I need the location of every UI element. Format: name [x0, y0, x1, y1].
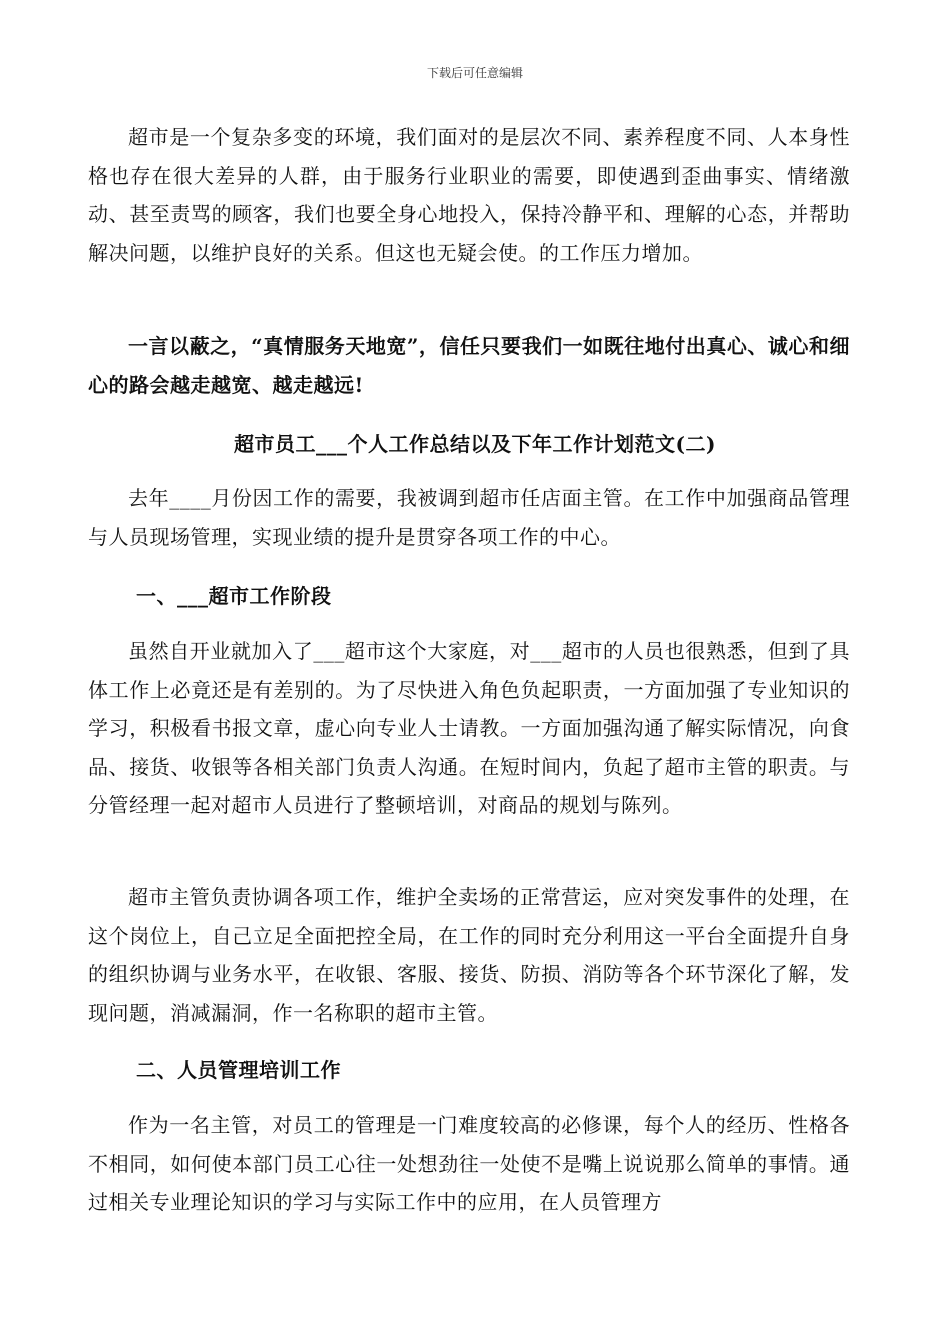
paragraph-6 [88, 1106, 850, 1222]
paragraph-3 [88, 479, 850, 556]
paragraph-3-text: 去年____月份因工作的需要，我被调到超市任店面主管。在工作中加强商品管理与人员现场管理，实现业绩的提升是贯穿各项工作的中心。 [88, 486, 850, 549]
paragraph-4 [88, 632, 850, 825]
paragraph-6-text: 作为一名主管，对员工的管理是一门难度较高的必修课，每个人的经历、性格各不相同，如何使本部门员工心往一处想劲往一处使不是嘴上说说那么简单的事情。通过相关专业理论知识的学习与实际工作中的应用，在人员管理方 [88, 1113, 850, 1214]
paragraph-1-text: 超市是一个复杂多变的环境，我们面对的是层次不同、素养程度不同、人本身性格也存在很大差异的人群，由于服务行业职业的需要，即使遇到歪曲事实、情绪激动、甚至责骂的顾客，我们也要全身心地投入，保持冷静平和、理解的心态，并帮助解决问题，以维护良好的关系。但这也无疑会使。的工作压力增加。 [88, 125, 850, 265]
page-header: 下载后可任意编辑 [426, 66, 523, 80]
paragraph-5 [88, 878, 850, 1032]
paragraph-1 [88, 118, 850, 272]
paragraph-2-text: 一言以蔽之，“真情服务天地宽”，信任只要我们一如既往地付出真心、诚心和细心的路会越走越宽、越走越远! [88, 334, 850, 397]
paragraph-2 [88, 327, 850, 404]
heading-1: 一、___超市工作阶段 [136, 584, 332, 608]
section-title: 超市员工___个人工作总结以及下年工作计划范文(二) [234, 432, 716, 456]
paragraph-5-text: 超市主管负责协调各项工作，维护全卖场的正常营运，应对突发事件的处理，在这个岗位上，自己立足全面把控全局，在工作的同时充分利用这一平台全面提升自身的组织协调与业务水平，在收银、客服、接货、防损、消防等各个环节深化了解，发现问题，消减漏洞，作一名称职的超市主管。 [88, 885, 850, 1025]
heading-2: 二、人员管理培训工作 [136, 1058, 341, 1082]
paragraph-4-text: 虽然自开业就加入了___超市这个大家庭，对___超市的人员也很熟悉，但到了具体工作上必竟还是有差别的。为了尽快进入角色负起职责，一方面加强了专业知识的学习，积极看书报文章，虚心向专业人士请教。一方面加强沟通了解实际情况，向食品、接货、收银等各相关部门负责人沟通。在短时间内，负起了超市主管的职责。与分管经理一起对超市人员进行了整顿培训，对商品的规划与陈列。 [88, 639, 850, 817]
